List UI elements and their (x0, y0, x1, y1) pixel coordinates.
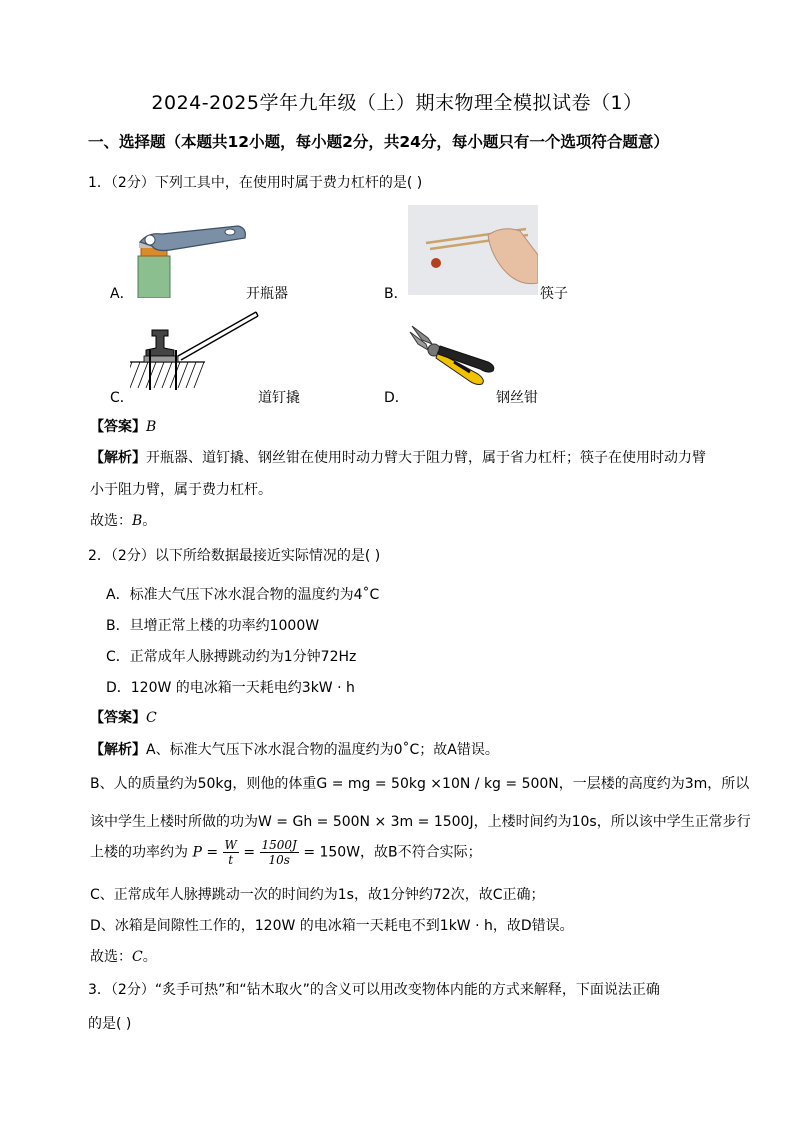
analysis-tag: 【解析】 (90, 450, 146, 466)
q2-analysis-line-b2: 该中学生上楼时所做的功为W = Gh = 500N × 3m = 1500J，上楼时间约为10s，所以该中学生正常步行 (90, 814, 751, 830)
bottle-opener-image (130, 220, 250, 298)
fraction-w-over-t: $\frac{W}{t}$ (224, 838, 237, 867)
page-title: 2024-2025学年九年级（上）期末物理全模拟试卷（1） (151, 92, 643, 114)
q2-option-a: A．标准大气压下冰水混合物的温度约为4˚C (106, 587, 380, 603)
q2-power-prefix: 上楼的功率约为 (90, 844, 188, 861)
answer-tag: 【答案】 (90, 419, 146, 435)
q1-option-d-label: 钢丝钳 (496, 390, 538, 406)
q2-option-c: C．正常成年人脉搏跳动约为1分钟72Hz (106, 649, 357, 665)
q1-option-d-letter: D． (384, 390, 409, 406)
q1-choice-suffix: 。 (142, 513, 157, 529)
q2-choice-prefix: 故选： (90, 949, 132, 965)
q1-option-a-label: 开瓶器 (246, 286, 288, 302)
q1-option-b-label: 筷子 (540, 286, 568, 302)
q1-choice: B (132, 513, 143, 529)
section-heading: 一、选择题（本题共12小题，每小题2分，共24分，每小题只有一个选项符合题意） (88, 133, 669, 151)
q2-analysis-line-c: C、正常成年人脉搏跳动一次的时间约为1s，故1分钟约72次，故C正确； (90, 887, 545, 903)
q2-choice-suffix: 。 (142, 949, 157, 965)
q2-analysis-line-a: A、标准大气压下冰水混合物的温度约为0˚C；故A错误。 (146, 742, 499, 758)
q1-option-a-letter: A． (110, 286, 134, 302)
q2-analysis-line-b: B、人的质量约为50kg，则他的体重G = mg = 50kg ×10N / kg = 500N，一层楼的高度约为3m，所以 (90, 776, 750, 792)
fraction-1500j-over-10s: $\frac{1500J}{10s}$ (261, 838, 297, 867)
q2-option-d: D．120W 的电冰箱一天耗电约3kW · h (106, 680, 355, 696)
analysis-tag: 【解析】 (90, 742, 146, 758)
q2-power-formula: 上楼的功率约为 P = $\frac{W}{t}$ = $\frac{1500J}{10s}$ = 150W，故B不符合实际； (90, 838, 482, 867)
q1-stem: 1．（2分）下列工具中，在使用时属于费力杠杆的是( ) (88, 175, 423, 191)
q3-stem-line2: 的是( ) (88, 1016, 132, 1032)
q1-option-c-letter: C． (110, 390, 134, 406)
q2-analysis-line-d: D、冰箱是间隙性工作的，120W 的电冰箱一天耗电不到1kW · h，故D错误。 (90, 918, 574, 934)
q1-option-c-label: 道钉撬 (258, 390, 300, 406)
q2-power-suffix: = 150W，故B不符合实际； (303, 844, 482, 861)
q2-option-b: B．旦增正常上楼的功率约1000W (106, 618, 320, 634)
q2-answer: C (146, 710, 157, 726)
q2-power-eq: P = (192, 844, 219, 861)
q1-choice-prefix: 故选： (90, 513, 132, 529)
q2-stem: 2．（2分）以下所给数据最接近实际情况的是( ) (88, 548, 381, 564)
q3-stem-line1: 3．（2分）“炙手可热”和“钻木取火”的含义可以用改变物体内能的方式来解释，下面说法正确 (88, 982, 660, 998)
q2-choice: C (132, 949, 143, 965)
pliers-image (408, 320, 498, 390)
q1-analysis-line2: 小于阻力臂，属于费力杠杆。 (90, 482, 272, 498)
q1-option-b-letter: B． (384, 286, 408, 302)
spike-pry-bar-image (130, 310, 260, 390)
q1-analysis-line1: 开瓶器、道钉撬、钢丝钳在使用时动力臂大于阻力臂，属于省力杠杆；筷子在使用时动力臂 (146, 450, 706, 466)
answer-tag: 【答案】 (90, 710, 146, 726)
q1-answer: B (146, 419, 157, 435)
chopsticks-image (408, 205, 538, 295)
